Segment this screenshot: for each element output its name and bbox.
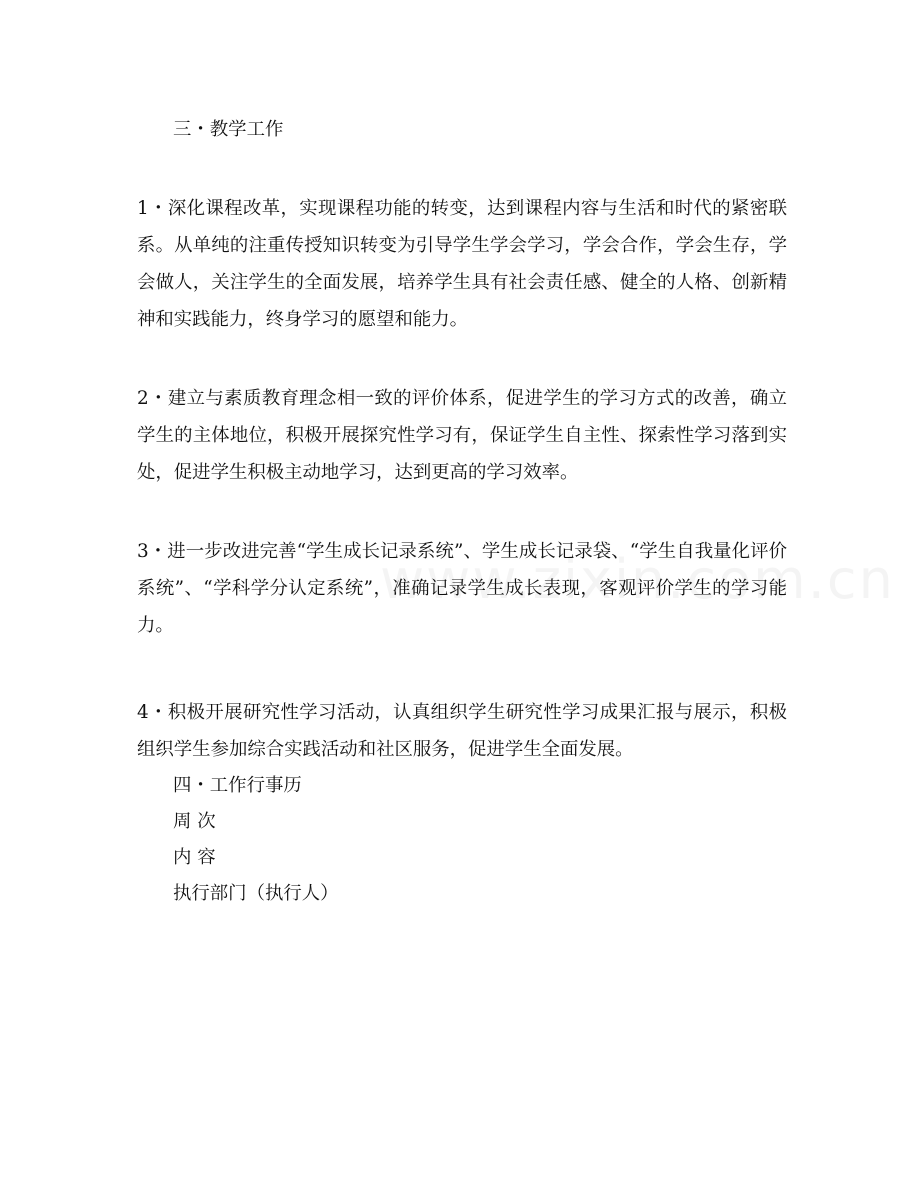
paragraph-2-text: 建立与素质教育理念相一致的评价体系，促进学生的学习方式的改善，确立学生的主体地位，积极开展探究性学习有，保证学生自主性、探索性学习落到实处，促进学生积极主动地学习，达到更高的学习效率。: [137, 388, 787, 483]
paragraph-2: [137, 380, 787, 491]
paragraph-1: [137, 190, 787, 338]
calendar-header-content: 内 容: [173, 847, 216, 868]
paragraph-4-text: 积极开展研究性学习活动，认真组织学生研究性学习成果汇报与展示，积极组织学生参加综合实践活动和社区服务，促进学生全面发展。: [137, 702, 787, 760]
section-four-heading: 四・工作行事历: [173, 775, 302, 796]
calendar-header-week: 周 次: [173, 811, 216, 832]
paragraph-4-number: 4・: [137, 702, 168, 723]
section-three-heading: 三・教学工作: [173, 119, 284, 140]
paragraph-2-number: 2・: [137, 388, 168, 409]
paragraph-3-text: 进一步改进完善“学生成长记录系统”、学生成长记录袋、“学生自我量化评价系统”、“学科学分认定系统”，准确记录学生成长表现，客观评价学生的学习能力。: [137, 541, 787, 636]
paragraph-1-text: 深化课程改革，实现课程功能的转变，达到课程内容与生活和时代的紧密联系。从单纯的注重传授知识转变为引导学生学会学习，学会合作，学会生存，学会做人，关注学生的全面发展，培养学生具有社会责任感、健全的人格、创新精神和实践能力，终身学习的愿望和能力。: [137, 198, 787, 330]
paragraph-4: [137, 694, 787, 768]
paragraph-1-number: 1・: [137, 198, 168, 219]
paragraph-3: [137, 533, 787, 644]
paragraph-3-number: 3・: [137, 541, 168, 562]
calendar-header-department: 执行部门（执行人）: [173, 883, 339, 904]
